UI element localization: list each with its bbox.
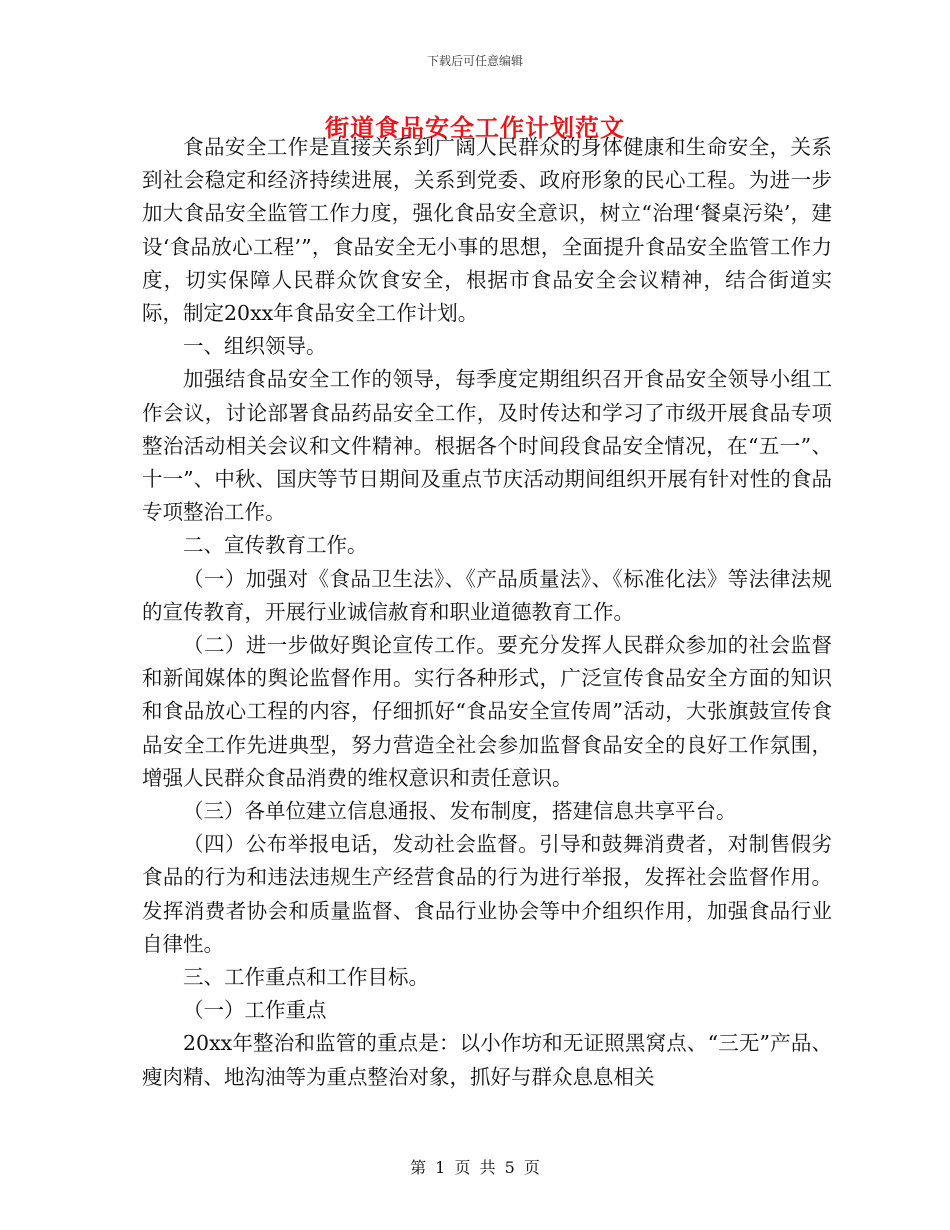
- paragraph-publicity-4: （四）公布举报电话，发动社会监督。引导和鼓舞消费者，对制售假劣食品的行为和违法违规生产经营食品的行为进行举报，发挥社会监督作用。发挥消费者协会和质量监督、食品行业协会等中介组织作用，加强食品行业自律性。: [142, 832, 832, 956]
- document-body: [142, 131, 832, 1094]
- paragraph-publicity-2: （二）进一步做好舆论宣传工作。要充分发挥人民群众参加的社会监督和新闻媒体的舆论监督作用。实行各种形式，广泛宣传食品安全方面的知识和食品放心工程的内容，仔细抓好“食品安全宣传周”活动，大张旗鼓宣传食品安全工作先进典型，努力营造全社会参加监督食品安全的良好工作氛围，增强人民群众食品消费的维权意识和责任意识。: [142, 633, 832, 790]
- section-heading-focus: 三、工作重点和工作目标。: [183, 965, 429, 990]
- paragraph-focus: 20xx年整治和监管的重点是：以小作坊和无证照黑窝点、“三无”产品、瘦肉精、地沟油等为重点整治对象，抓好与群众息息相关: [142, 1031, 832, 1089]
- subsection-heading-focus: （一）工作重点: [183, 998, 327, 1023]
- document-title: 街道食品安全工作计划范文: [325, 113, 625, 142]
- header-note: 下载后可任意编辑: [426, 54, 523, 68]
- section-heading-organization: 一、组织领导。: [183, 334, 327, 359]
- paragraph-publicity-1: （一）加强对《食品卫生法》、《产品质量法》、《标准化法》等法律法规的宣传教育，开展行业诚信赦育和职业道德教育工作。: [142, 566, 832, 624]
- paragraph-publicity-3: （三）各单位建立信息通报、发布制度，搭建信息共享平台。: [183, 799, 737, 824]
- paragraph-intro: 食品安全工作是直接关系到广阔人民群众的身体健康和生命安全，关系到社会稳定和经济持续进展，关系到党委、政府形象的民心工程。为进一步加大食品安全监管工作力度，强化食品安全意识，树立“治理‘餐桌污染’，建设‘食品放心工程’”，食品安全无小事的思想，全面提升食品安全监管工作力度，切实保障人民群众饮食安全，根据市食品安全会议精神，结合街道实际，制定20xx年食品安全工作计划。: [142, 135, 832, 326]
- section-heading-publicity: 二、宣传教育工作。: [183, 533, 368, 558]
- paragraph-organization: 加强结食品安全工作的领导，每季度定期组织召开食品安全领导小组工作会议，讨论部署食品药品安全工作，及时传达和学习了市级开展食品专项整治活动相关会议和文件精神。根据各个时间段食品安全情况，在“五一”、十一”、中秋、国庆等节日期间及重点节庆活动期间组织开展有针对性的食品专项整治工作。: [142, 367, 832, 525]
- page-footer: 第 1 页 共 5 页: [410, 1158, 540, 1177]
